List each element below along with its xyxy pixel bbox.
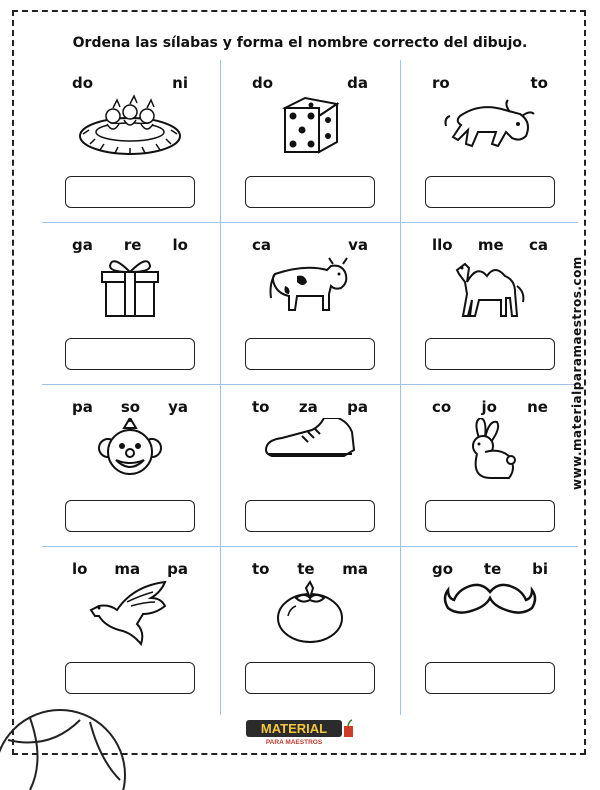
answer-box[interactable]	[65, 176, 195, 208]
syllable: lo	[172, 236, 188, 254]
exercise-item	[42, 548, 218, 708]
syllable: va	[348, 236, 368, 254]
mustache-icon	[442, 580, 538, 624]
syllable: ma	[114, 560, 141, 578]
syllable: ga	[72, 236, 93, 254]
syllable-row	[42, 398, 218, 416]
exercise-item	[42, 224, 218, 384]
syllable: bi	[532, 560, 548, 578]
clown-icon	[96, 418, 164, 486]
dice-icon	[275, 94, 345, 160]
exercise-item	[402, 548, 578, 708]
syllable-row	[42, 236, 218, 254]
exercise-item	[402, 224, 578, 384]
syllable: do	[72, 74, 94, 92]
syllable: pa	[347, 398, 368, 416]
bull-icon	[440, 94, 540, 160]
exercise-item	[42, 62, 218, 222]
syllable: co	[432, 398, 452, 416]
material-logo	[246, 718, 354, 746]
syllable-row	[402, 74, 578, 92]
syllable: to	[252, 560, 270, 578]
syllable-row	[42, 74, 218, 92]
syllable: do	[252, 74, 274, 92]
svg-text:PARA MAESTROS: PARA MAESTROS	[265, 739, 323, 746]
syllable-row	[222, 236, 398, 254]
tomato-icon	[274, 580, 346, 648]
grid-line	[400, 60, 401, 715]
syllable: so	[120, 398, 141, 416]
syllable-row	[222, 398, 398, 416]
syllable: ro	[432, 74, 450, 92]
website-url: www.materialparamaestros.com	[570, 256, 584, 490]
grid-line	[42, 222, 578, 223]
grid-line	[42, 546, 578, 547]
syllable: ma	[342, 560, 368, 578]
syllable: te	[483, 560, 502, 578]
syllable: go	[432, 560, 454, 578]
grid-line	[42, 384, 578, 385]
syllable-row	[402, 236, 578, 254]
syllable: jo	[481, 398, 497, 416]
syllable-row	[222, 560, 398, 578]
nest-icon	[75, 94, 185, 163]
answer-box[interactable]	[65, 338, 195, 370]
exercise-item	[42, 386, 218, 546]
syllable: pa	[72, 398, 93, 416]
answer-box[interactable]	[65, 662, 195, 694]
answer-box[interactable]	[245, 176, 375, 208]
answer-box[interactable]	[425, 500, 555, 532]
cow-icon	[267, 256, 353, 318]
syllable: te	[297, 560, 315, 578]
syllable: me	[477, 236, 504, 254]
syllable: to	[252, 398, 270, 416]
page-instruction: Ordena las sílabas y forma el nombre correcto del dibujo.	[72, 35, 528, 51]
svg-text:MATERIAL: MATERIAL	[260, 721, 328, 736]
dove-icon	[85, 580, 175, 650]
syllable-row	[222, 74, 398, 92]
answer-box[interactable]	[425, 662, 555, 694]
syllable: re	[123, 236, 142, 254]
syllable-row	[402, 560, 578, 578]
syllable-row	[402, 398, 578, 416]
exercise-item	[222, 548, 398, 708]
answer-box[interactable]	[245, 338, 375, 370]
exercise-item	[222, 224, 398, 384]
syllable: za	[298, 398, 318, 416]
syllable: ni	[172, 74, 188, 92]
syllable: ne	[527, 398, 548, 416]
syllable: pa	[167, 560, 188, 578]
exercise-item	[402, 386, 578, 546]
exercise-item	[222, 62, 398, 222]
answer-box[interactable]	[245, 662, 375, 694]
shoe-icon	[262, 418, 358, 466]
rabbit-icon	[461, 418, 519, 484]
syllable: ca	[252, 236, 272, 254]
syllable: ya	[168, 398, 188, 416]
gift-icon	[100, 256, 160, 322]
answer-box[interactable]	[425, 338, 555, 370]
syllable: ca	[528, 236, 548, 254]
syllable: da	[347, 74, 368, 92]
syllable-row	[42, 560, 218, 578]
grid-line	[220, 60, 221, 715]
answer-box[interactable]	[245, 500, 375, 532]
answer-box[interactable]	[425, 176, 555, 208]
exercise-item	[222, 386, 398, 546]
exercise-item	[402, 62, 578, 222]
syllable: to	[530, 74, 548, 92]
syllable: lo	[72, 560, 88, 578]
answer-box[interactable]	[65, 500, 195, 532]
camel-icon	[451, 256, 529, 322]
syllable: llo	[432, 236, 453, 254]
